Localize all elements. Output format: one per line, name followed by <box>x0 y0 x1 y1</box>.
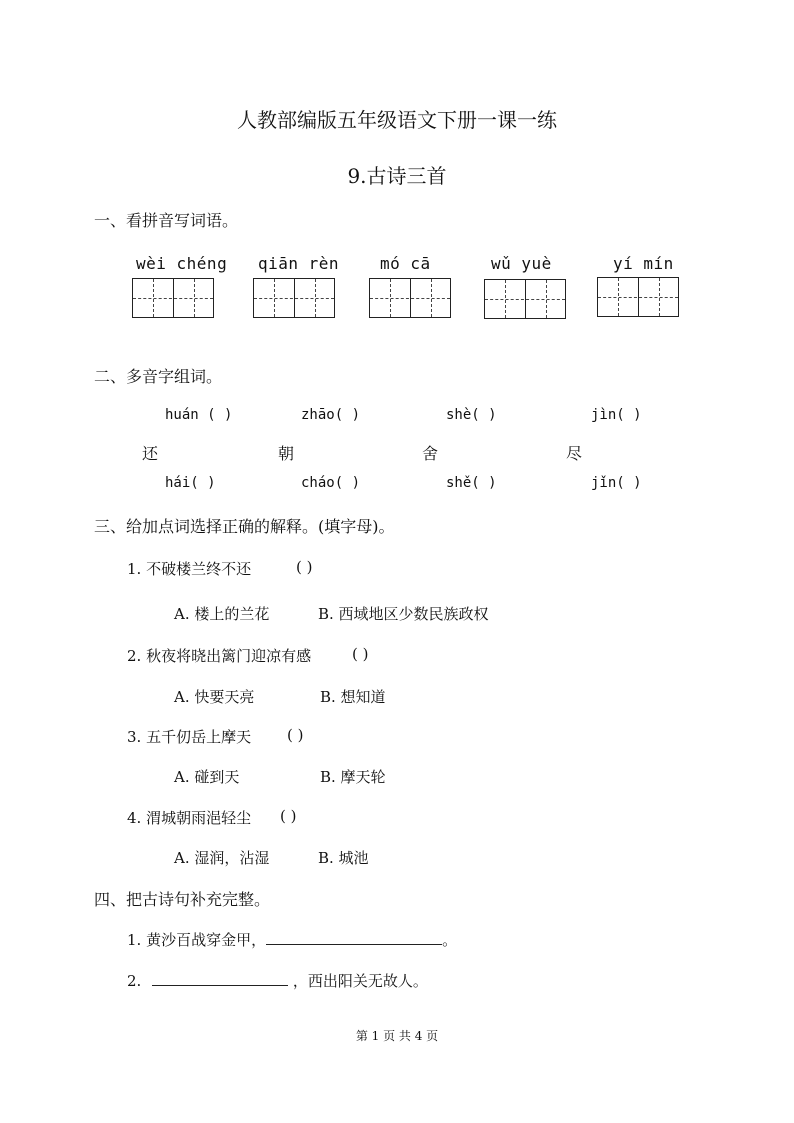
section4-heading: 四、把古诗句补充完整。 <box>94 890 271 909</box>
poem-line-1-blank[interactable] <box>266 930 442 945</box>
writing-grid-3[interactable] <box>369 278 451 318</box>
poem-line-2-suffix: ，西出阳关无故人。 <box>292 972 428 990</box>
option-1b: B. 西域地区少数民族政权 <box>318 605 489 623</box>
answer-blank-3[interactable]: ( ) <box>287 726 304 744</box>
writing-grid-4[interactable] <box>484 279 566 319</box>
question-1: 1. 不破楼兰终不还 <box>127 560 252 578</box>
polyphone-3-reading-1[interactable]: shè( ) <box>446 407 497 423</box>
pinyin-word-4: wǔ yuè <box>491 254 552 273</box>
question-3: 3. 五千仞岳上摩天 <box>127 728 252 746</box>
answer-blank-4[interactable]: ( ) <box>280 807 297 825</box>
polyphone-4-reading-1[interactable]: jìn( ) <box>591 407 642 423</box>
question-4: 4. 渭城朝雨浥轻尘 <box>127 809 252 827</box>
polyphone-char-2: 朝 <box>278 444 295 463</box>
polyphone-2-reading-2[interactable]: cháo( ) <box>301 475 361 491</box>
poem-line-1-prefix: 1. 黄沙百战穿金甲， <box>127 931 267 949</box>
section2-heading: 二、多音字组词。 <box>94 367 223 386</box>
poem-line-1-suffix: 。 <box>442 931 458 949</box>
writing-grid-2[interactable] <box>253 278 335 318</box>
pinyin-word-3: mó cā <box>380 254 431 273</box>
polyphone-char-4: 尽 <box>566 444 583 463</box>
document-title: 人教部编版五年级语文下册一课一练 <box>237 108 557 132</box>
lesson-title: 9.古诗三首 <box>347 164 447 188</box>
pinyin-word-2: qiān rèn <box>258 254 340 273</box>
option-2a: A. 快要天亮 <box>174 688 255 706</box>
poem-line-1 <box>127 929 457 950</box>
answer-blank-2[interactable]: ( ) <box>352 645 369 663</box>
section3-heading: 三、给加点词选择正确的解释。(填字母)。 <box>94 517 395 536</box>
polyphone-1-reading-1[interactable]: huán ( ) <box>165 407 233 423</box>
polyphone-3-reading-2[interactable]: shě( ) <box>446 475 497 491</box>
polyphone-char-1: 还 <box>142 444 159 463</box>
answer-blank-1[interactable]: ( ) <box>296 558 313 576</box>
pinyin-word-1: wèi chéng <box>136 254 228 273</box>
option-1a: A. 楼上的兰花 <box>174 605 270 623</box>
poem-line-2-blank[interactable] <box>152 971 288 986</box>
page-footer: 第 1 页 共 4 页 <box>355 1029 439 1043</box>
writing-grid-5[interactable] <box>597 277 679 317</box>
option-3b: B. 摩天轮 <box>320 768 386 786</box>
writing-grid-1[interactable] <box>132 278 214 318</box>
option-2b: B. 想知道 <box>320 688 386 706</box>
polyphone-2-reading-1[interactable]: zhāo( ) <box>301 407 361 423</box>
poem-line-2-prefix: 2. <box>127 972 142 990</box>
polyphone-4-reading-2[interactable]: jǐn( ) <box>591 475 642 491</box>
option-4b: B. 城池 <box>318 849 369 867</box>
polyphone-char-3: 舍 <box>422 444 439 463</box>
question-2: 2. 秋夜将晓出篱门迎凉有感 <box>127 647 312 665</box>
polyphone-1-reading-2[interactable]: hái( ) <box>165 475 216 491</box>
pinyin-word-5: yí mín <box>613 254 674 273</box>
poem-line-2 <box>127 970 428 991</box>
section1-heading: 一、看拼音写词语。 <box>94 211 239 230</box>
option-4a: A. 湿润，沾湿 <box>174 849 270 867</box>
option-3a: A. 碰到天 <box>174 768 240 786</box>
